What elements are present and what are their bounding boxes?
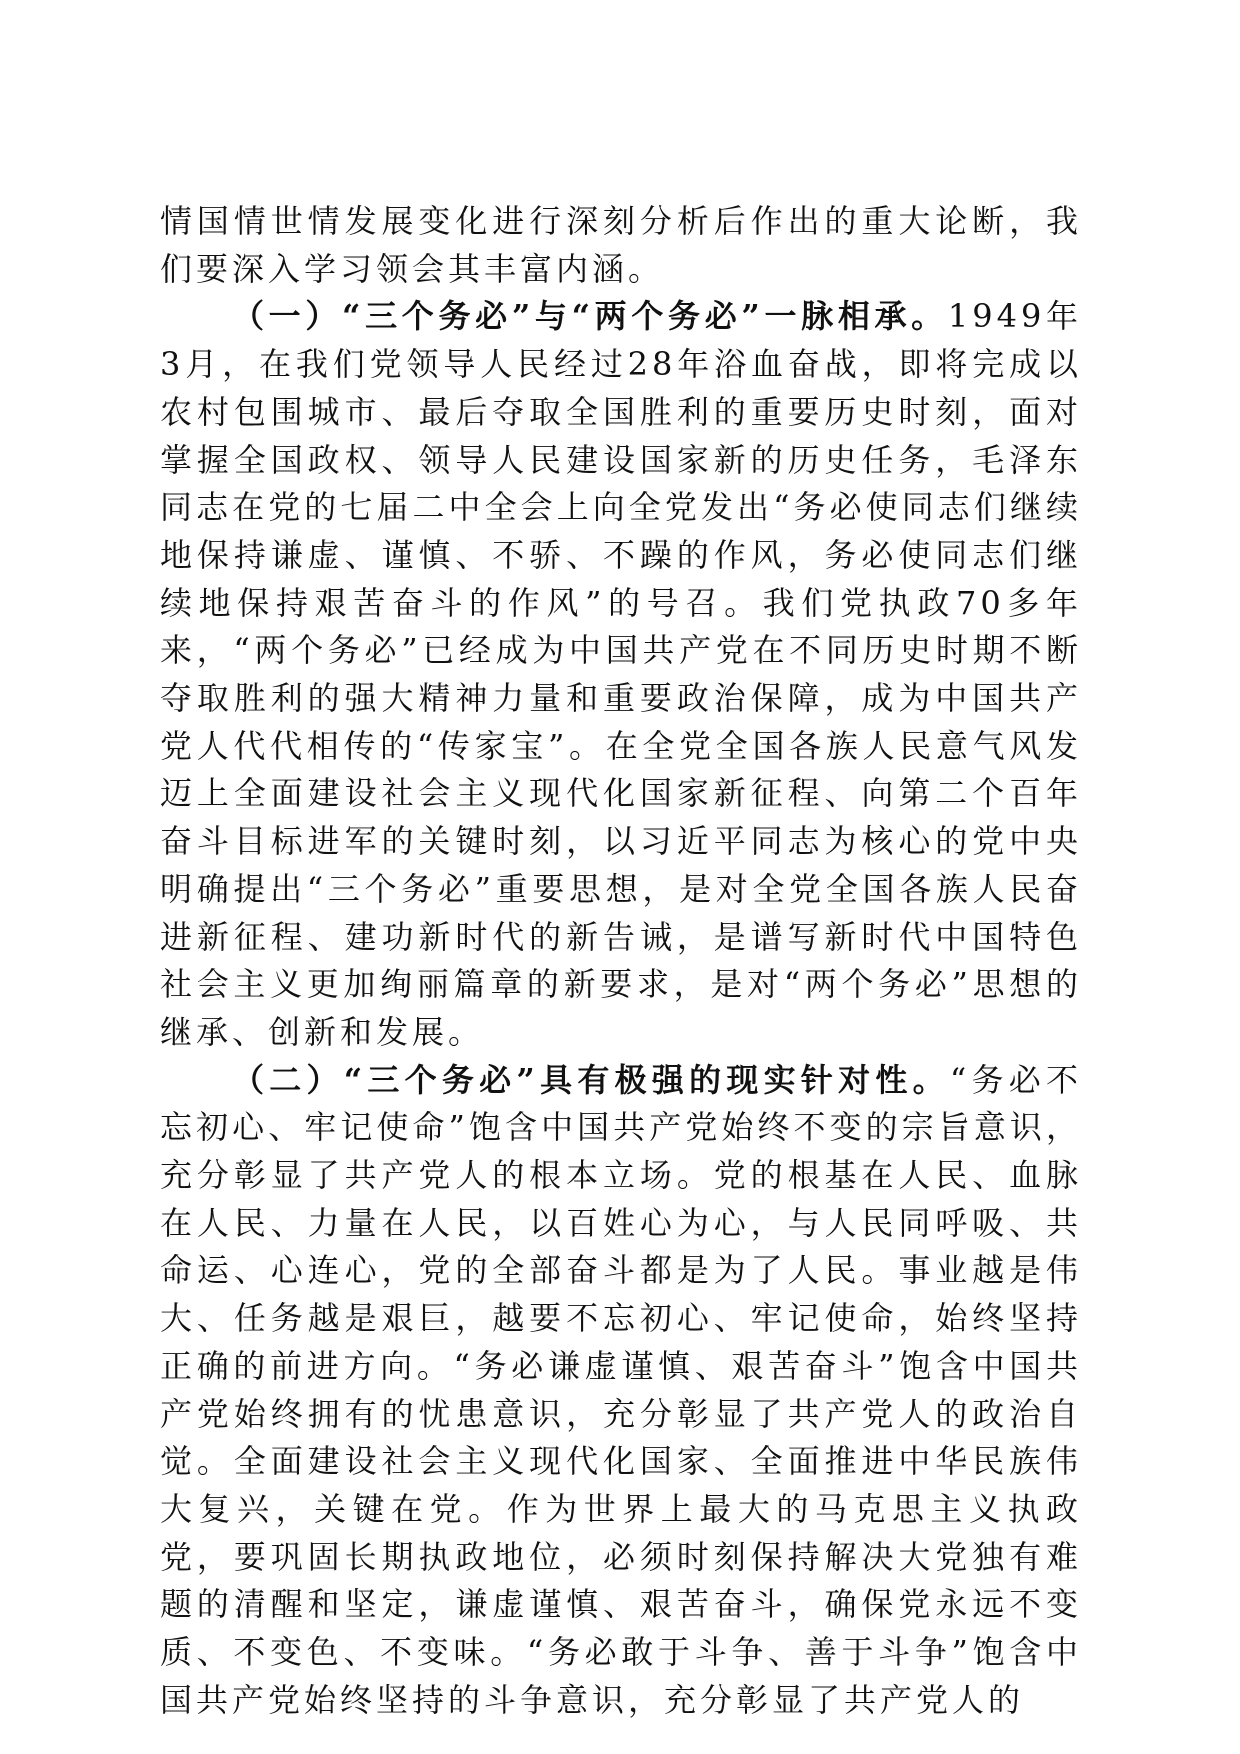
document-page [160, 198, 1082, 1725]
paragraph-text: 1949年3月，在我们党领导人民经过28年浴血奋战，即将完成以农村包围城市、最后夺取全国胜利的重要历史时刻，面对掌握全国政权、领导人民建设国家新的历史任务，毛泽东同志在党的七届二中全会上向全党发出“务必使同志们继续地保持谦虚、谨慎、不骄、不躁的作风，务必使同志们继续地保持艰苦奋斗的作风”的号召。我们党执政70多年来，“两个务必”已经成为中国共产党在不同历史时期不断夺取胜利的强大精神力量和重要政治保障，成为中国共产党人代代相传的“传家宝”。在全党全国各族人民意气风发迈上全面建设社会主义现代化国家新征程、向第二个百年奋斗目标进军的关键时刻，以习近平同志为核心的党中央明确提出“三个务必”重要思想，是对全党全国各族人民奋进新征程、建功新时代的新告诫，是谱写新时代中国特色社会主义更加绚丽篇章的新要求，是对“两个务必”思想的继承、创新和发展。 [160, 297, 1082, 1051]
paragraph-section-2 [160, 1057, 1082, 1725]
section-heading-1: （一）“三个务必”与“两个务必”一脉相承。 [232, 297, 948, 336]
paragraph-text: 情国情世情发展变化进行深刻分析后作出的重大论断，我们要深入学习领会其丰富内涵。 [160, 202, 1082, 288]
paragraph-text: “务必不忘初心、牢记使命”饱含中国共产党始终不变的宗旨意识，充分彰显了共产党人的根本立场。党的根基在人民、血脉在人民、力量在人民，以百姓心为心，与人民同呼吸、共命运、心连心，党的全部奋斗都是为了人民。事业越是伟大、任务越是艰巨，越要不忘初心、牢记使命，始终坚持正确的前进方向。“务必谦虚谨慎、艰苦奋斗”饱含中国共产党始终拥有的忧患意识，充分彰显了共产党人的政治自觉。全面建设社会主义现代化国家、全面推进中华民族伟大复兴，关键在党。作为世界上最大的马克思主义执政党，要巩固长期执政地位，必须时刻保持解决大党独有难题的清醒和坚定，谦虚谨慎、艰苦奋斗，确保党永远不变质、不变色、不变味。“务必敢于斗争、善于斗争”饱含中国共产党始终坚持的斗争意识，充分彰显了共产党人的 [160, 1060, 1082, 1719]
section-heading-2: （二）“三个务必”具有极强的现实针对性。 [232, 1060, 950, 1099]
paragraph-intro-tail [160, 198, 1082, 293]
paragraph-section-1 [160, 293, 1082, 1056]
